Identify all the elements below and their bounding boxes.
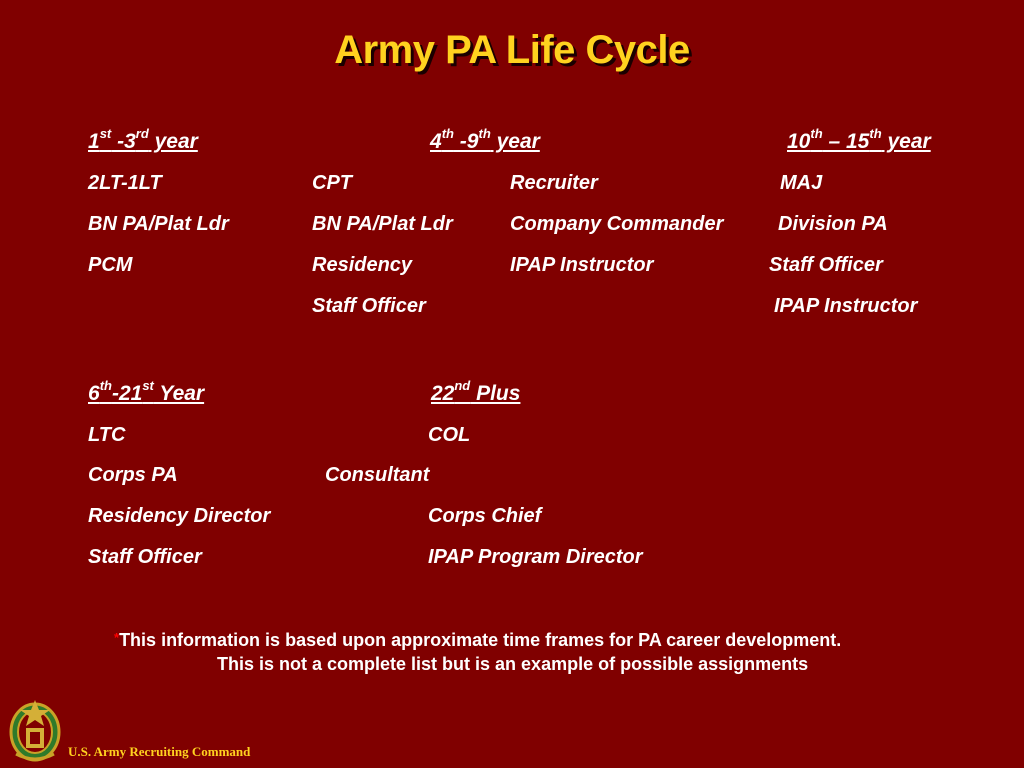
list-item: Division PA [778,213,888,235]
list-item: Residency Director [88,505,271,527]
footer-org-name: U.S. Army Recruiting Command [68,744,251,759]
header-22nd-plus: 22nd Plus [431,378,521,405]
header-4th-9th-year: 4th -9th year [430,126,540,153]
list-item: COL [428,424,471,446]
asterisk: * [114,630,120,645]
army-recruiting-logo-icon [6,694,64,764]
list-item: 2LT-1LT [88,172,162,194]
footnote-line-1: *This information is based upon approximate time frames for PA career development. [114,630,842,650]
list-item: Recruiter [510,172,598,194]
list-item: BN PA/Plat Ldr [88,213,229,235]
list-item: MAJ [780,172,823,194]
list-item: IPAP Instructor [510,254,654,276]
list-item: LTC [88,424,126,446]
slide-title: Army PA Life Cycle [334,28,690,72]
header-10th-15th-year: 10th – 15th year [787,126,931,153]
list-item: Staff Officer [88,546,202,568]
footnote-line-2: This is not a complete list but is an example of possible assignments [217,654,809,674]
list-item: IPAP Instructor [774,295,918,317]
header-6th-21st-year: 6th-21st Year [88,378,205,405]
list-item: Company Commander [510,213,724,235]
list-item: Corps Chief [428,505,542,527]
list-item: PCM [88,254,133,276]
list-item: BN PA/Plat Ldr [312,213,453,235]
list-item: CPT [312,172,352,194]
list-item: Staff Officer [769,254,883,276]
list-item: Residency [312,254,413,276]
header-1st-3rd-year: 1st -3rd year [88,126,198,153]
list-item: Staff Officer [312,295,426,317]
list-item: IPAP Program Director [428,546,643,568]
list-item: Consultant [325,464,430,486]
list-item: Corps PA [88,464,178,486]
